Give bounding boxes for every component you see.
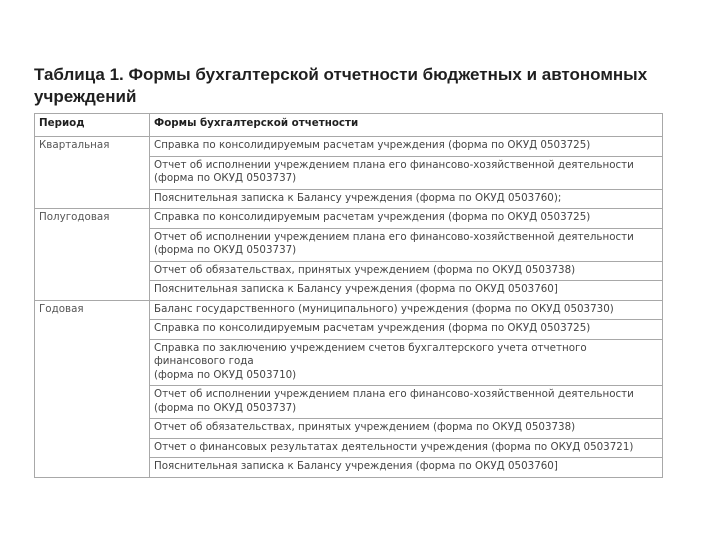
header-forms: Формы бухгалтерской отчетности	[150, 114, 663, 137]
form-text-line: Справка по заключению учреждением счетов бухгалтерского учета отчетного финансового года	[154, 341, 587, 367]
form-text-line: Отчет об обязательствах, принятых учреждением (форма по ОКУД 0503738)	[154, 263, 576, 276]
form-text-line: (форма по ОКУД 0503737)	[154, 172, 297, 184]
form-text-line: (форма по ОКУД 0503737)	[154, 244, 297, 256]
form-text-line: Пояснительная записка к Балансу учреждения (форма по ОКУД 0503760);	[154, 191, 562, 204]
form-text-line: Отчет об исполнении учреждением плана его финансово-хозяйственной деятельности	[154, 158, 634, 171]
form-cell	[150, 386, 663, 419]
reporting-forms-table	[34, 113, 663, 478]
table-header-row	[35, 114, 663, 137]
period-cell: Квартальная	[35, 137, 150, 209]
table-row	[35, 209, 663, 229]
form-text-line: (форма по ОКУД 0503710)	[154, 368, 297, 381]
form-text-line: Справка по консолидируемым расчетам учреждения (форма по ОКУД 0503725)	[154, 211, 591, 223]
form-text-line: Отчет об исполнении учреждением плана его финансово-хозяйственной деятельности	[154, 230, 634, 243]
form-cell	[150, 209, 663, 229]
form-cell	[150, 300, 663, 320]
form-cell	[150, 261, 663, 281]
period-cell: Годовая	[35, 300, 150, 477]
form-text-line: Отчет об исполнении учреждением плана его финансово-хозяйственной деятельности	[154, 388, 634, 400]
header-period: Период	[35, 114, 150, 137]
table-row	[35, 300, 663, 320]
table-body	[35, 137, 663, 478]
form-cell	[150, 458, 663, 478]
table-row	[35, 137, 663, 157]
form-text-line: Справка по консолидируемым расчетам учреждения (форма по ОКУД 0503725)	[154, 139, 591, 151]
form-text-line: Баланс государственного (муниципального) учреждения (форма по ОКУД 0503730)	[154, 302, 614, 315]
form-cell	[150, 438, 663, 458]
form-cell	[150, 419, 663, 439]
form-text-line: Справка по консолидируемым расчетам учреждения (форма по ОКУД 0503725)	[154, 322, 591, 334]
form-text-line: Отчет о финансовых результатах деятельности учреждения (форма по ОКУД 0503721)	[154, 440, 634, 453]
form-cell	[150, 189, 663, 209]
form-cell	[150, 320, 663, 340]
form-text-line: Пояснительная записка к Балансу учреждения (форма по ОКУД 0503760]	[154, 460, 558, 472]
form-cell	[150, 281, 663, 301]
form-cell	[150, 339, 663, 386]
form-text-line: Отчет об обязательствах, принятых учреждением (форма по ОКУД 0503738)	[154, 421, 576, 433]
table-title: Таблица 1. Формы бухгалтерской отчетности бюджетных и автономных учреждений	[34, 65, 648, 106]
form-cell	[150, 137, 663, 157]
form-text-line: (форма по ОКУД 0503737)	[154, 401, 297, 414]
form-text-line: Пояснительная записка к Балансу учреждения (форма по ОКУД 0503760]	[154, 283, 558, 295]
form-cell	[150, 228, 663, 261]
period-cell: Полугодовая	[35, 209, 150, 301]
form-cell	[150, 156, 663, 189]
